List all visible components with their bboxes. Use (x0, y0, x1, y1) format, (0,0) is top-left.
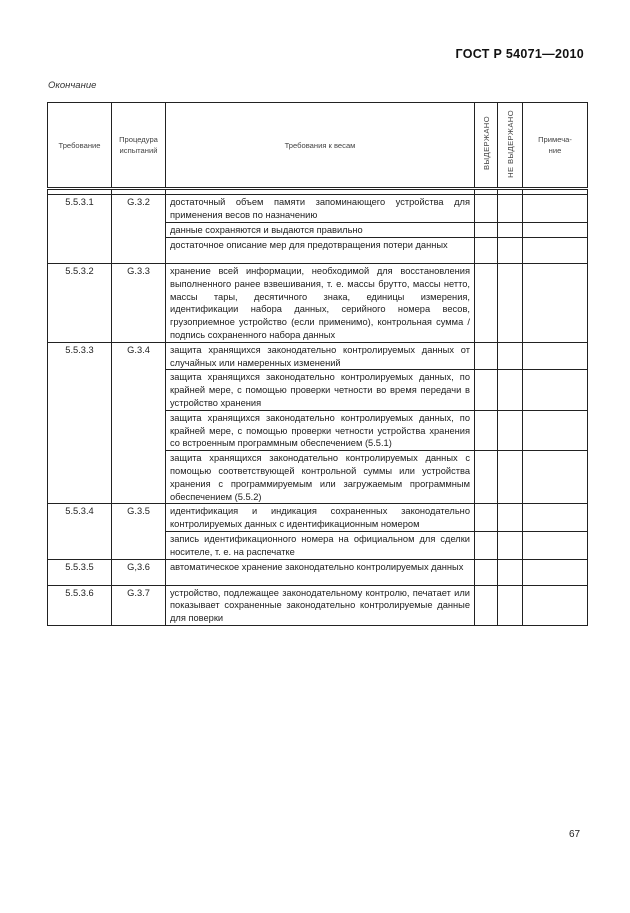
note-cell[interactable] (523, 238, 588, 264)
requirement-text: защита хранящихся законодательно контролируемых данных, по крайней мере, с помощью проверки четности устройства хранения со встроенным программным обеспечением (5.5.1) (166, 410, 475, 450)
passed-cell[interactable] (475, 264, 498, 343)
table-caption: Окончание (48, 80, 97, 91)
requirement-text: автоматическое хранение законодательно контролируемых данных (166, 559, 475, 585)
test-procedure: G,3.6 (112, 559, 166, 585)
note-cell[interactable] (523, 531, 588, 559)
requirements-table (47, 102, 588, 626)
failed-cell[interactable] (498, 410, 523, 450)
failed-cell[interactable] (498, 559, 523, 585)
requirement-number: 5.5.3.5 (48, 559, 112, 585)
header-procedure: Процедура испытаний (112, 103, 166, 189)
note-cell[interactable] (523, 195, 588, 223)
note-cell[interactable] (523, 504, 588, 532)
header-passed (475, 103, 498, 189)
test-procedure: G.3.4 (112, 342, 166, 504)
table-row (48, 585, 588, 625)
test-procedure: G.3.2 (112, 195, 166, 264)
note-cell[interactable] (523, 342, 588, 370)
requirement-text: идентификация и индикация сохраненных законодательно контролируемых данных с идентификационным номером (166, 504, 475, 532)
requirement-text: защита хранящихся законодательно контролируемых данных с помощью соответствующей контрольной суммы или устройства хранения с программируемым или загружаемым программным обеспечением (5.5.2) (166, 451, 475, 504)
requirement-text: запись идентификационного номера на официальном для сделки носителе, т. е. на распечатке (166, 531, 475, 559)
header-scale-requirements: Требования к весам (166, 103, 475, 189)
requirement-number: 5.5.3.6 (48, 585, 112, 625)
passed-cell[interactable] (475, 223, 498, 238)
requirement-text: достаточное описание мер для предотвращения потери данных (166, 238, 475, 264)
failed-cell[interactable] (498, 504, 523, 532)
failed-cell[interactable] (498, 370, 523, 410)
test-procedure: G.3.5 (112, 504, 166, 559)
passed-cell[interactable] (475, 451, 498, 504)
table-row (48, 559, 588, 585)
header-passed-label: ВЫДЕРЖАНО (481, 116, 491, 171)
passed-cell[interactable] (475, 238, 498, 264)
table-row (48, 195, 588, 223)
table-header-row (48, 103, 588, 189)
requirement-text: хранение всей информации, необходимой для восстановления выполненного ранее взвешивания, т. е. массы брутто, массы нетто, массы тары, десятичного знака, единицы измерения, идентификации набора данных, серийного номера весов, грузоприемное устройство (если применимо), контрольная сумма / подпись сохраненного набора данных (166, 264, 475, 343)
table-row (48, 342, 588, 370)
requirement-text: данные сохраняются и выдаются правильно (166, 223, 475, 238)
requirement-number: 5.5.3.3 (48, 342, 112, 504)
note-cell[interactable] (523, 223, 588, 238)
passed-cell[interactable] (475, 559, 498, 585)
document-code: ГОСТ Р 54071—2010 (455, 47, 584, 61)
failed-cell[interactable] (498, 223, 523, 238)
page-number: 67 (569, 829, 581, 840)
requirement-number: 5.5.3.1 (48, 195, 112, 264)
table-row (48, 264, 588, 343)
note-cell[interactable] (523, 451, 588, 504)
passed-cell[interactable] (475, 410, 498, 450)
passed-cell[interactable] (475, 504, 498, 532)
requirement-number: 5.5.3.4 (48, 504, 112, 559)
passed-cell[interactable] (475, 342, 498, 370)
header-note: Примеча-ние (523, 103, 588, 189)
failed-cell[interactable] (498, 585, 523, 625)
requirement-text: достаточный объем памяти запоминающего устройства для применения весов по назначению (166, 195, 475, 223)
note-cell[interactable] (523, 585, 588, 625)
requirement-number: 5.5.3.2 (48, 264, 112, 343)
failed-cell[interactable] (498, 238, 523, 264)
note-cell[interactable] (523, 410, 588, 450)
passed-cell[interactable] (475, 531, 498, 559)
note-cell[interactable] (523, 264, 588, 343)
failed-cell[interactable] (498, 195, 523, 223)
header-requirement: Требование (48, 103, 112, 189)
passed-cell[interactable] (475, 195, 498, 223)
table-row (48, 504, 588, 532)
note-cell[interactable] (523, 370, 588, 410)
failed-cell[interactable] (498, 531, 523, 559)
note-cell[interactable] (523, 559, 588, 585)
passed-cell[interactable] (475, 585, 498, 625)
test-procedure: G.3.3 (112, 264, 166, 343)
test-procedure: G.3.7 (112, 585, 166, 625)
header-failed-label: НЕ ВЫДЕРЖАНО (505, 109, 515, 178)
passed-cell[interactable] (475, 370, 498, 410)
failed-cell[interactable] (498, 342, 523, 370)
failed-cell[interactable] (498, 451, 523, 504)
requirement-text: защита хранящихся законодательно контролируемых данных от случайных или намеренных изменений (166, 342, 475, 370)
header-failed (498, 103, 523, 189)
requirement-text: устройство, подлежащее законодательному контролю, печатает или показывает сохраненные законодательно контролируемые данные для поверки (166, 585, 475, 625)
requirement-text: защита хранящихся законодательно контролируемых данных, по крайней мере, с помощью проверки четности во время передачи в устройство хранения (166, 370, 475, 410)
failed-cell[interactable] (498, 264, 523, 343)
